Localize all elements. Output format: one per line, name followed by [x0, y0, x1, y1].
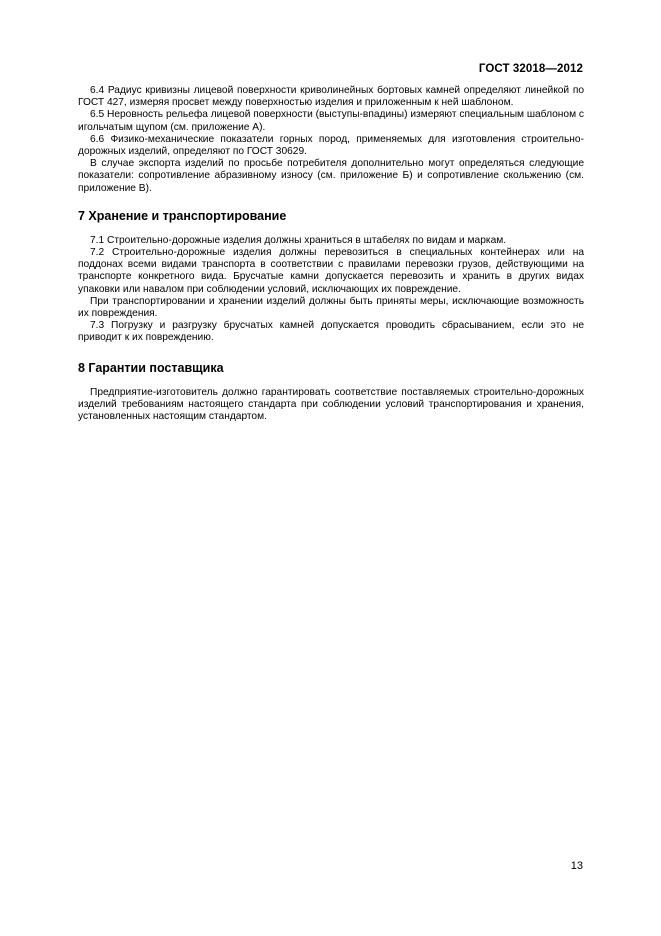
- paragraph-6-4: 6.4 Радиус кривизны лицевой поверхности криволинейных бортовых камней определяют линейкой по ГОСТ 427, измеряя просвет между поверхностью изделия и приложенным к ней шаблоном.: [78, 85, 584, 109]
- paragraph-8-guarantee: Предприятие-изготовитель должно гарантировать соответствие поставляемых строительно-дорожных изделий требованиям настоящего стандарта при соблюдении условий транспортирования и хранения, установленных настоящим стандартом.: [78, 386, 584, 423]
- document-code-header: ГОСТ 32018—2012: [478, 63, 583, 75]
- section-8-heading: 8 Гарантии поставщика: [78, 360, 224, 375]
- paragraph-6-6: 6.6 Физико-механические показатели горных пород, применяемых для изготовления строительно-дорожных изделий, определяют по ГОСТ 30629.: [78, 133, 584, 158]
- paragraph-transport-measures: При транспортировании и хранении изделий должны быть приняты меры, исключающие возможность их повреждения.: [78, 295, 584, 320]
- section-7-heading: 7 Хранение и транспортирование: [78, 208, 287, 223]
- paragraph-export: В случае экспорта изделий по просьбе потребителя дополнительно могут определяться следующие показатели: сопротивление абразивному износу (см. приложение Б) и сопротивление скольжению (см. приложение В).: [78, 158, 584, 194]
- paragraph-7-3: 7.3 Погрузку и разгрузку брусчатых камней допускается проводить сбрасыванием, если это не приводит к их повреждению.: [78, 320, 584, 344]
- paragraph-7-1: 7.1 Строительно-дорожные изделия должны храниться в штабелях по видам и маркам.: [90, 234, 507, 246]
- paragraph-7-2: 7.2 Строительно-дорожные изделия должны перевозиться в специальных контейнерах или на поддонах всеми видами транспорта в соответствии с правилами перевозки грузов, действующими на транспорте конкретного вида. Брусчатые камни допускается перевозить и хранить в других видах упаковки или навалом при соблюдении условий, исключающих их повреждение.: [78, 247, 584, 295]
- paragraph-6-5: 6.5 Неровность рельефа лицевой поверхности (выступы-впадины) измеряют специальным шаблоном с игольчатым щупом (см. приложение А).: [78, 109, 585, 133]
- page-number: 13: [570, 860, 583, 872]
- document-body: [78, 85, 584, 423]
